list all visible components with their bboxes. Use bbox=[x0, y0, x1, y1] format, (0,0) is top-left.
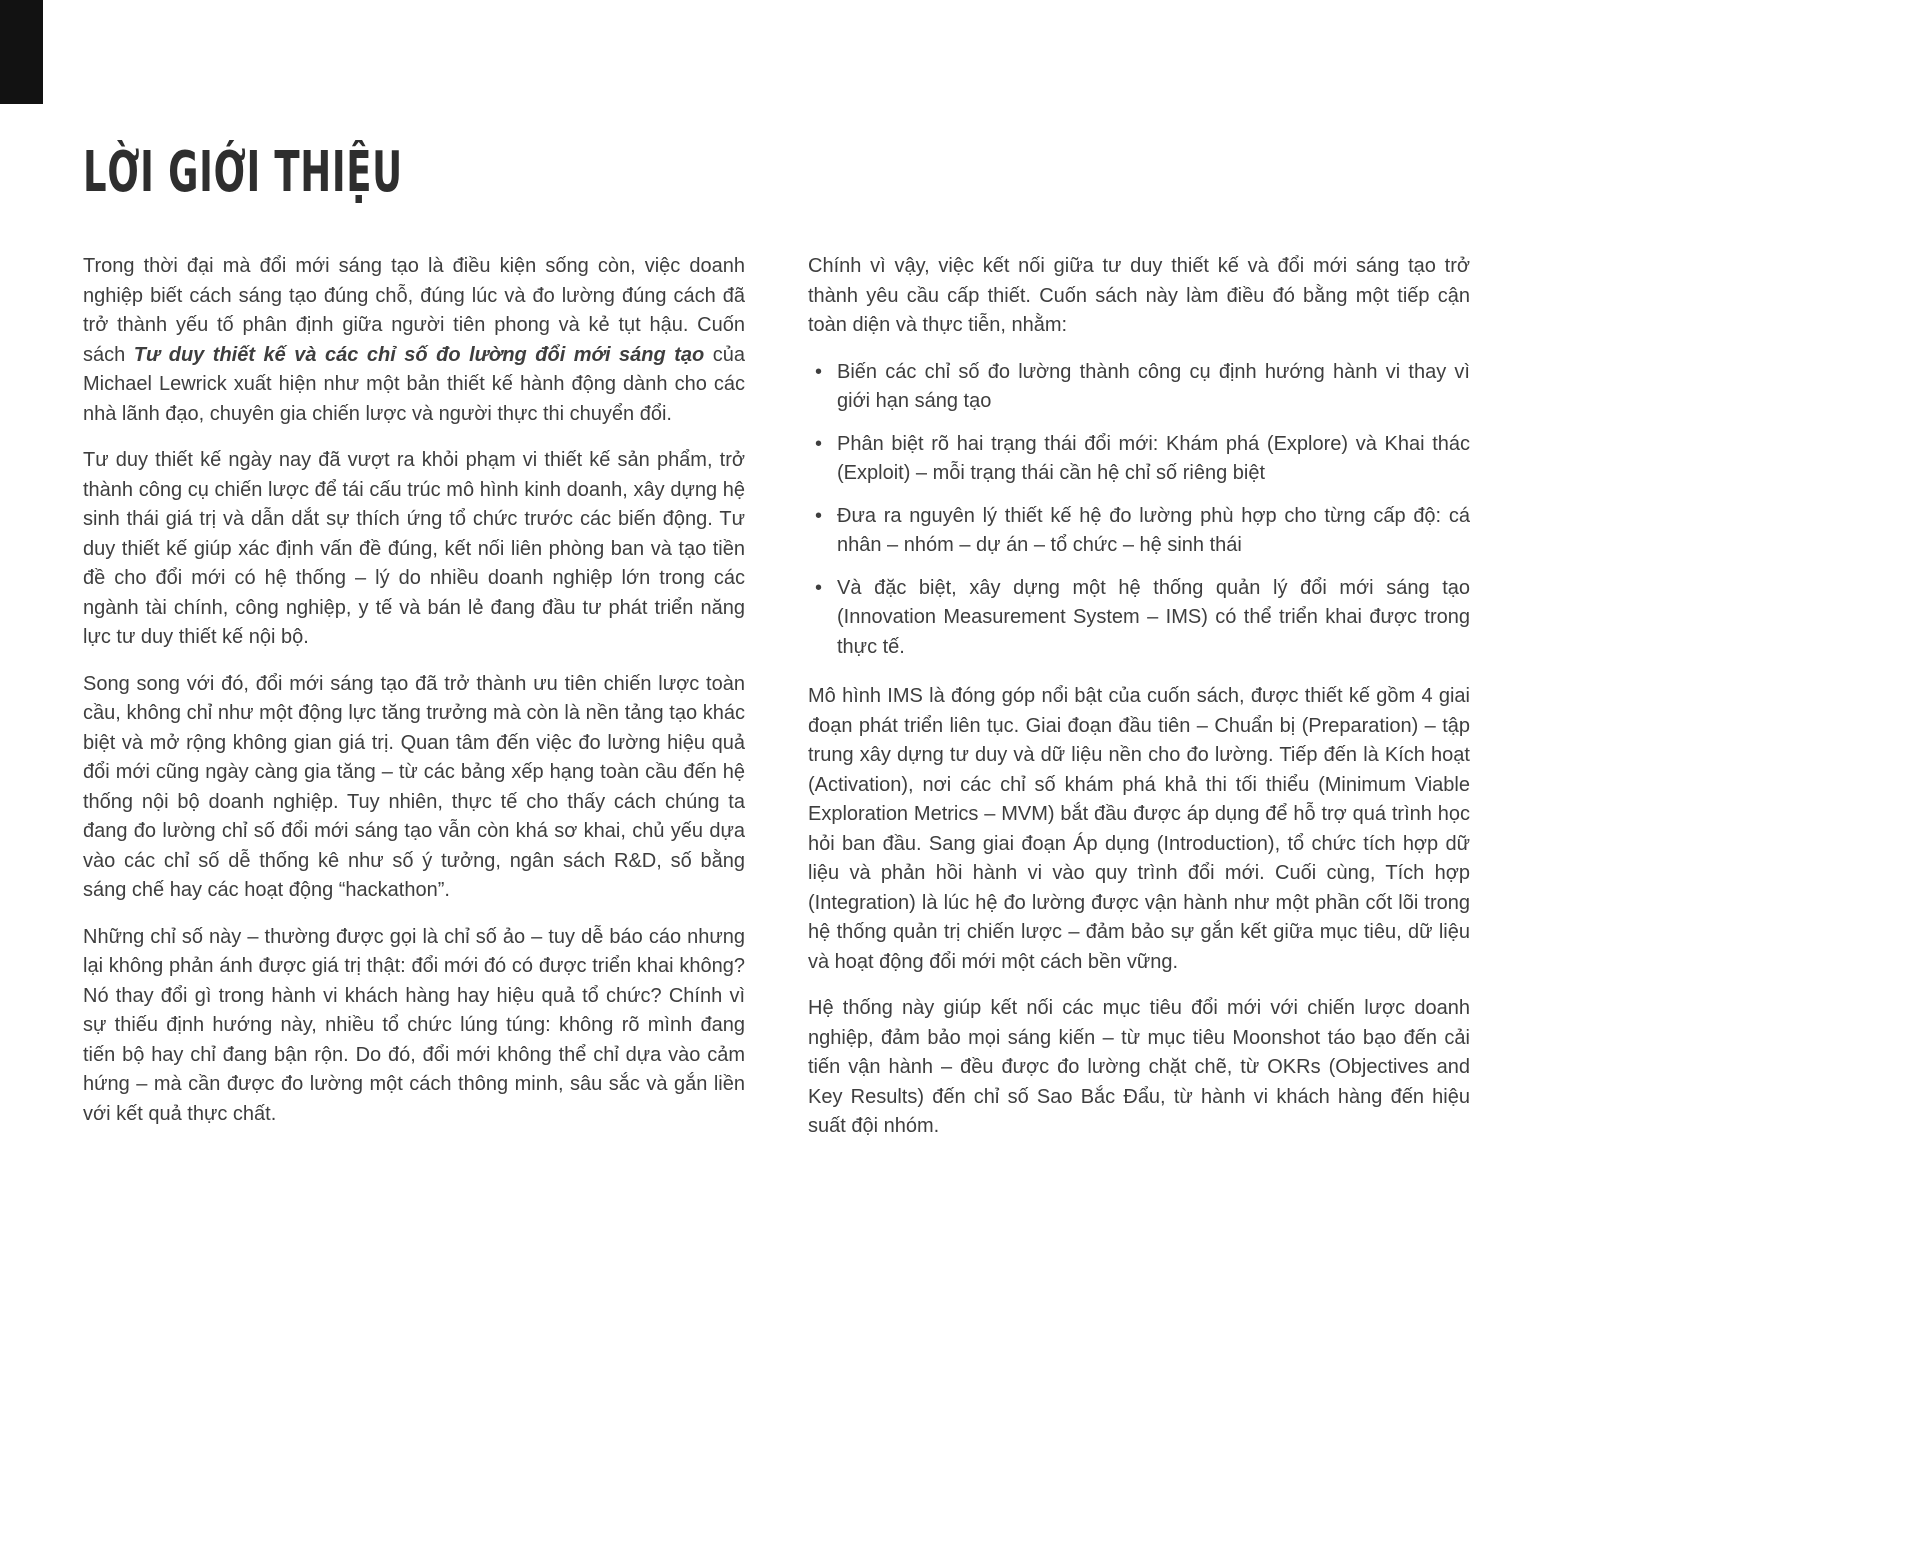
list-item bbox=[808, 358, 1470, 417]
paragraph-intro bbox=[83, 252, 745, 429]
book-title-text: Tư duy thiết kế và các chỉ số đo lường đổi mới sáng tạo bbox=[133, 343, 705, 366]
paragraph-intro-post: của Michael Lewrick xuất hiện như một bản thiết kế hành động dành cho các nhà lãnh đạo, chuyên gia chiến lược và người thực thi chuyển đổi. bbox=[83, 343, 745, 425]
list-item bbox=[808, 574, 1470, 663]
left-column bbox=[83, 252, 745, 1159]
list-item-text: Và đặc biệt, xây dựng một hệ thống quản lý đổi mới sáng tạo (Innovation Measurement System – IMS) có thể triển khai được trong thực tế. bbox=[837, 576, 1470, 658]
bullet-icon: • bbox=[815, 360, 823, 383]
bullet-icon: • bbox=[815, 432, 823, 455]
paragraph-ims-model: Mô hình IMS là đóng góp nổi bật của cuốn sách, được thiết kế gồm 4 giai đoạn phát triển liên tục. Giai đoạn đầu tiên – Chuẩn bị (Preparation) – tập trung xây dựng tư duy và dữ liệu nền cho đo lường. Tiếp đến là Kích hoạt (Activation), nơi các chỉ số khám phá khả thi tối thiểu (Minimum Viable Exploration Metrics – MVM) bắt đầu được áp dụng để hỗ trợ quá trình học hỏi ban đầu. Sang giai đoạn Áp dụng (Introduction), tổ chức tích hợp dữ liệu và phản hồi hành vi vào quy trình đổi mới. Cuối cùng, Tích hợp (Integration) là lúc hệ đo lường được vận hành như một phần cốt lõi trong hệ thống quản trị chiến lược – đảm bảo sự gắn kết giữa mục tiêu, dữ liệu và hoạt động đổi mới một cách bền vững. bbox=[808, 685, 1470, 973]
list-item-text: Phân biệt rõ hai trạng thái đổi mới: Khám phá (Explore) và Khai thác (Exploit) – mỗi trạng thái cần hệ chỉ số riêng biệt bbox=[837, 432, 1470, 484]
list-item-text: Đưa ra nguyên lý thiết kế hệ đo lường phù hợp cho từng cấp độ: cá nhân – nhóm – dự án – tổ chức – hệ sinh thái bbox=[837, 504, 1470, 556]
bullet-list bbox=[808, 358, 1470, 663]
paragraph-innovation-priority: Song song với đó, đổi mới sáng tạo đã trở thành ưu tiên chiến lược toàn cầu, không chỉ như một động lực tăng trưởng mà còn là nền tảng tạo khác biệt và mở rộng không gian giá trị. Quan tâm đến việc đo lường hiệu quả đổi mới cũng ngày càng gia tăng – từ các bảng xếp hạng toàn cầu đến hệ thống nội bộ doanh nghiệp. Tuy nhiên, thực tế cho thấy cách chúng ta đang đo lường chỉ số đổi mới sáng tạo vẫn còn khá sơ khai, chủ yếu dựa vào các chỉ số dễ thống kê như số ý tưởng, ngân sách R&D, số bằng sáng chế hay các hoạt động “hackathon”. bbox=[83, 672, 745, 901]
paragraph-vanity-metrics: Những chỉ số này – thường được gọi là chỉ số ảo – tuy dễ báo cáo nhưng lại không phản ánh được giá trị thật: đổi mới đó có được triển khai không? Nó thay đổi gì trong hành vi khách hàng hay hiệu quả tổ chức? Chính vì sự thiếu định hướng này, nhiều tổ chức lúng túng: không rõ mình đang tiến bộ hay chỉ đang bận rộn. Do đó, đổi mới không thể chỉ dựa vào cảm hứng – mà cần được đo lường một cách thông minh, sâu sắc và gắn liền với kết quả thực chất. bbox=[83, 925, 745, 1125]
page-title: LỜI GIỚI THIỆU bbox=[83, 140, 403, 205]
list-item-text: Biến các chỉ số đo lường thành công cụ định hướng hành vi thay vì giới hạn sáng tạo bbox=[837, 360, 1470, 412]
paragraph-design-thinking: Tư duy thiết kế ngày nay đã vượt ra khỏi phạm vi thiết kế sản phẩm, trở thành công cụ chiến lược để tái cấu trúc mô hình kinh doanh, xây dựng hệ sinh thái giá trị và dẫn dắt sự thích ứng tổ chức trước các biến động. Tư duy thiết kế giúp xác định vấn đề đúng, kết nối liên phòng ban và tạo tiền đề cho đổi mới có hệ thống – lý do nhiều doanh nghiệp lớn trong các ngành tài chính, công nghiệp, y tế và bán lẻ đang đầu tư phát triển năng lực tư duy thiết kế nội bộ. bbox=[83, 449, 745, 648]
right-column bbox=[808, 252, 1470, 1159]
paragraph-intro-pre: Trong thời đại mà đổi mới sáng tạo là điều kiện sống còn, việc doanh nghiệp biết cách sáng tạo đúng chỗ, đúng lúc và đo lường đúng cách đã trở thành yếu tố phân định giữa người tiên phong và kẻ tụt hậu. Cuốn sách bbox=[83, 255, 745, 366]
bullet-icon: • bbox=[815, 504, 823, 527]
paragraph-connection: Chính vì vậy, việc kết nối giữa tư duy thiết kế và đổi mới sáng tạo trở thành yêu cầu cấp thiết. Cuốn sách này làm điều đó bằng một tiếp cận toàn diện và thực tiễn, nhằm: bbox=[808, 255, 1470, 336]
text-columns bbox=[83, 252, 1470, 1159]
corner-mark bbox=[0, 0, 43, 104]
list-item bbox=[808, 430, 1470, 489]
paragraph-okr-system: Hệ thống này giúp kết nối các mục tiêu đổi mới với chiến lược doanh nghiệp, đảm bảo mọi sáng kiến – từ mục tiêu Moonshot táo bạo đến cải tiến vận hành – đều được đo lường chặt chẽ, từ OKRs (Objectives and Key Results) đến chỉ số Sao Bắc Đẩu, từ hành vi khách hàng đến hiệu suất đội nhóm. bbox=[808, 997, 1470, 1137]
bullet-icon: • bbox=[815, 576, 823, 599]
list-item bbox=[808, 502, 1470, 561]
